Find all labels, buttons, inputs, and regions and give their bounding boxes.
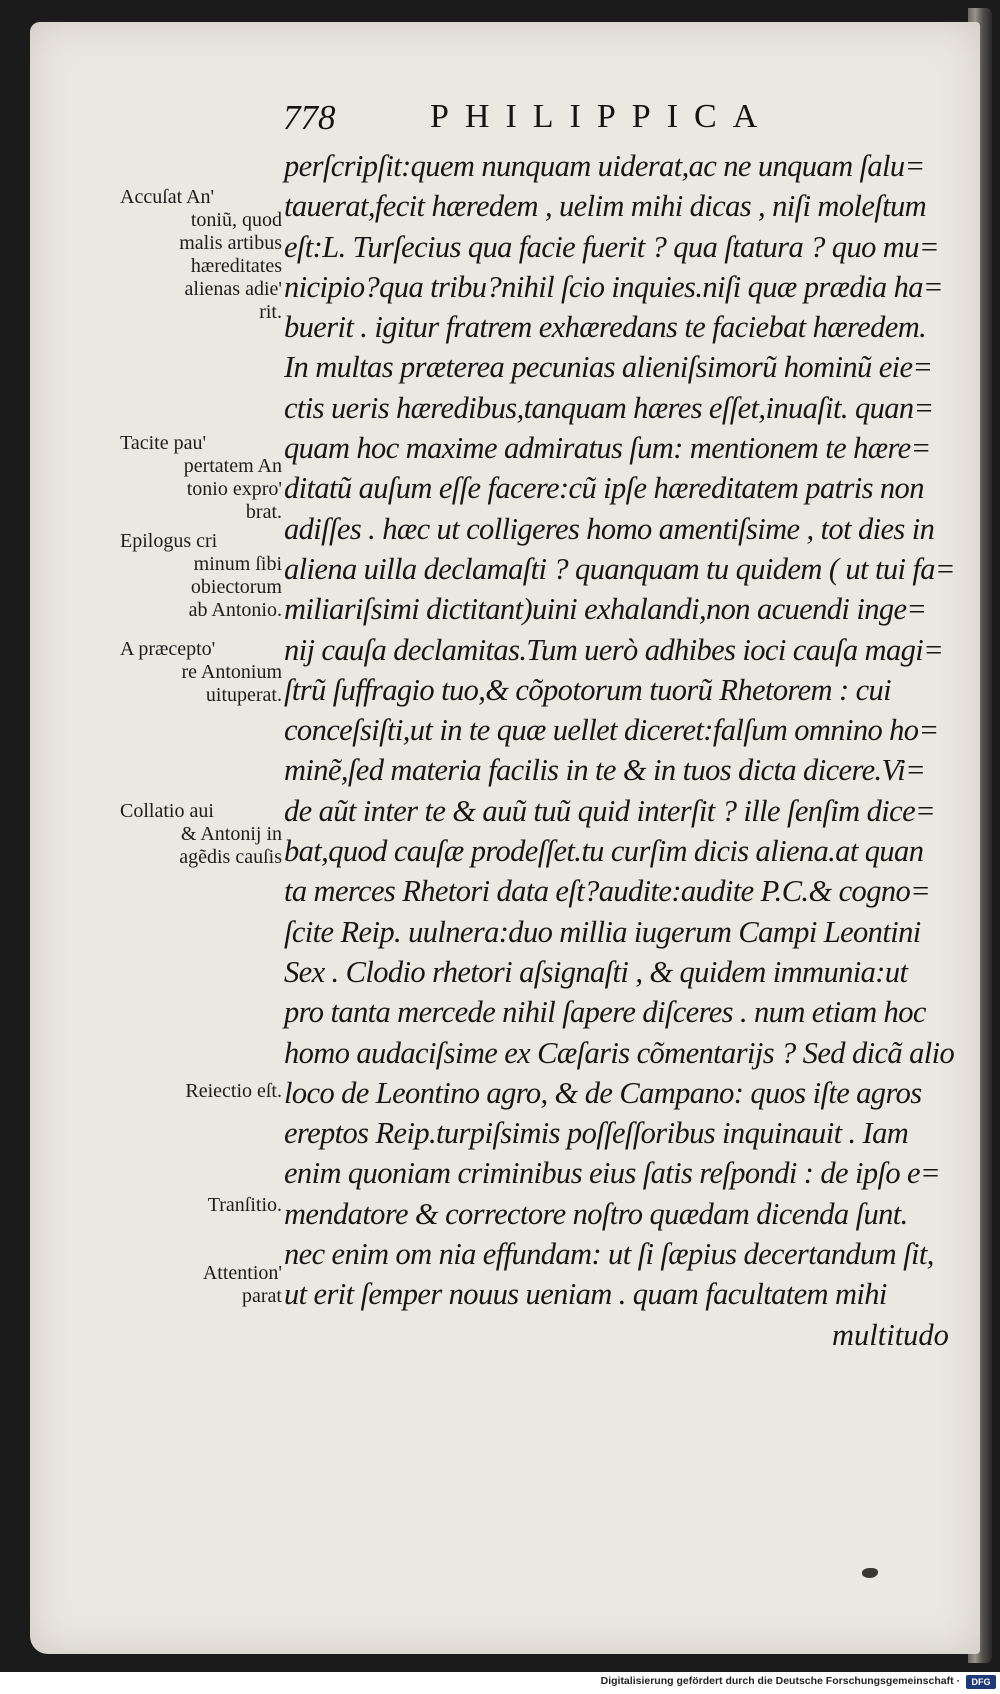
marginal-note-line: ab Antonio. <box>188 599 282 621</box>
marginal-note-line: & Antonij in <box>180 823 282 845</box>
marginal-note-line: Tacite pau' <box>120 432 207 454</box>
marginal-note-line: tonio expro' <box>186 478 282 500</box>
marginal-note <box>120 1262 282 1308</box>
text-line: ctis ueris hæredibus,tanquam hæres eſſet,inuaſit. quan= <box>284 390 934 425</box>
marginal-note-line: toniũ, quod <box>190 209 282 231</box>
running-title: PHILIPPICA <box>430 98 774 135</box>
text-line: ereptos Reip.turpiſsimis poſſeſſoribus inquinauit . Iam <box>284 1116 909 1151</box>
running-head <box>0 98 1000 142</box>
text-line: aliena uilla declamaſti ? quanquam tu quidem ( ut tui fa= <box>284 551 955 586</box>
text-line: In multas præterea pecunias alieniſsimorũ hominũ eie= <box>284 350 933 385</box>
digitization-footer <box>0 1672 1000 1694</box>
marginal-note-line: Accuſat An' <box>120 186 215 208</box>
text-line: miliariſsimi dictitant)uini exhalandi,non acuendi inge= <box>284 592 927 627</box>
text-line: nec enim om nia effundam: ut ſi ſæpius decertandum ſit, <box>284 1237 934 1272</box>
marginal-note-line: malis artibus <box>179 232 282 254</box>
text-line: homo audaciſsime ex Cæſaris cõmentarijs ? Sed dicã alio <box>284 1035 955 1070</box>
marginal-note-line: Epilogus cri <box>120 530 218 552</box>
text-line: ſcite Reip. uulnera:duo millia iugerum Campi Leontini <box>284 914 921 949</box>
text-line: adiſſes . hæc ut colligeres homo amentiſsime , tot dies in <box>284 511 935 546</box>
marginal-note <box>120 1194 282 1217</box>
text-line: loco de Leontino agro, & de Campano: quos iſte agros <box>284 1075 922 1110</box>
text-line: ditatũ auſum eſſe facere:cũ ipſe hæreditatem patris non <box>284 471 924 506</box>
text-line: pro tanta mercede nihil ſapere diſceres . num etiam hoc <box>284 995 926 1030</box>
text-line: eſt:L. Turſecius qua facie fuerit ? qua ſtatura ? quo mu= <box>284 229 939 264</box>
footer-credit: Digitalisierung gefördert durch die Deutsche Forschungsgemeinschaft · <box>600 1675 960 1687</box>
catchword: multitudo <box>832 1318 949 1352</box>
marginal-note-line: minum ſibi <box>193 553 282 575</box>
marginal-note-line: A præcepto' <box>120 638 216 660</box>
text-line: ta merces Rhetori data eſt?audite:audite P.C.& cogno= <box>284 874 931 909</box>
text-line: nicipio?qua tribu?nihil ſcio inquies.niſi quæ prædia ha= <box>284 269 943 304</box>
dfg-logo: DFG <box>966 1675 996 1689</box>
marginal-note-line: obiectorum <box>190 576 282 598</box>
marginal-note <box>120 186 282 324</box>
text-line: enim quoniam criminibus eius ſatis reſpondi : de ipſo e= <box>284 1156 940 1191</box>
marginal-note-line: Collatio aui <box>120 800 214 822</box>
text-line: conceſsiſti,ut in te quæ uellet diceret:falſum omnino ho= <box>284 713 939 748</box>
marginal-note <box>120 432 282 524</box>
marginal-note <box>120 530 282 622</box>
text-line: bat,quod cauſæ prodeſſet.tu curſim dicis aliena.at quan <box>284 834 924 869</box>
text-line: ſtrũ ſuffragio tuo,& cõpotorum tuorũ Rhetorem : cui <box>284 672 892 707</box>
marginal-note-line: re Antonium <box>181 661 282 683</box>
marginal-note-line: Attention' <box>202 1262 282 1284</box>
text-line: minẽ,ſed materia facilis in te & in tuos dicta dicere.Vi= <box>284 753 926 788</box>
text-line: de aũt inter te & auũ tuũ quid interſit ? ille ſenſim dice= <box>284 793 935 828</box>
marginal-note-line: agẽdis cauſis <box>179 846 282 868</box>
marginal-note-line: Reiectio eſt. <box>185 1080 282 1102</box>
marginal-note-line: uituperat. <box>205 684 282 706</box>
marginal-note-line: alienas adie' <box>184 278 282 300</box>
marginal-note <box>120 1080 282 1103</box>
main-text-block <box>284 146 976 1315</box>
text-line: perſcripſit:quem nunquam uiderat,ac ne unquam ſalu= <box>284 149 925 183</box>
marginal-note-line: parat <box>242 1285 282 1307</box>
marginal-note <box>120 638 282 707</box>
marginal-note-line: rit. <box>259 301 282 323</box>
marginal-note-line: pertatem An <box>183 455 282 477</box>
text-line: nij cauſa declamitas.Tum uerò adhibes ioci cauſa magi= <box>284 632 944 667</box>
marginal-note <box>120 800 282 869</box>
text-line: tauerat,fecit hæredem , uelim mihi dicas , niſi moleſtum <box>284 189 927 224</box>
marginal-note-line: hæreditates <box>190 255 282 277</box>
text-line: quam hoc maxime admiratus ſum: mentionem te hære= <box>284 431 931 466</box>
page-number: 778 <box>283 98 336 137</box>
marginal-note-line: brat. <box>245 501 282 523</box>
text-line: Sex . Clodio rhetori aſsignaſti , & quidem immunia:ut <box>284 954 908 989</box>
text-line: mendatore & correctore noſtro quædam dicenda ſunt. <box>284 1196 908 1231</box>
text-line: buerit . igitur fratrem exhæredans te faciebat hæredem. <box>284 310 927 345</box>
marginal-note-line: Tranſitio. <box>207 1194 282 1216</box>
text-line: ut erit ſemper nouus ueniam . quam facultatem mihi <box>284 1277 887 1312</box>
